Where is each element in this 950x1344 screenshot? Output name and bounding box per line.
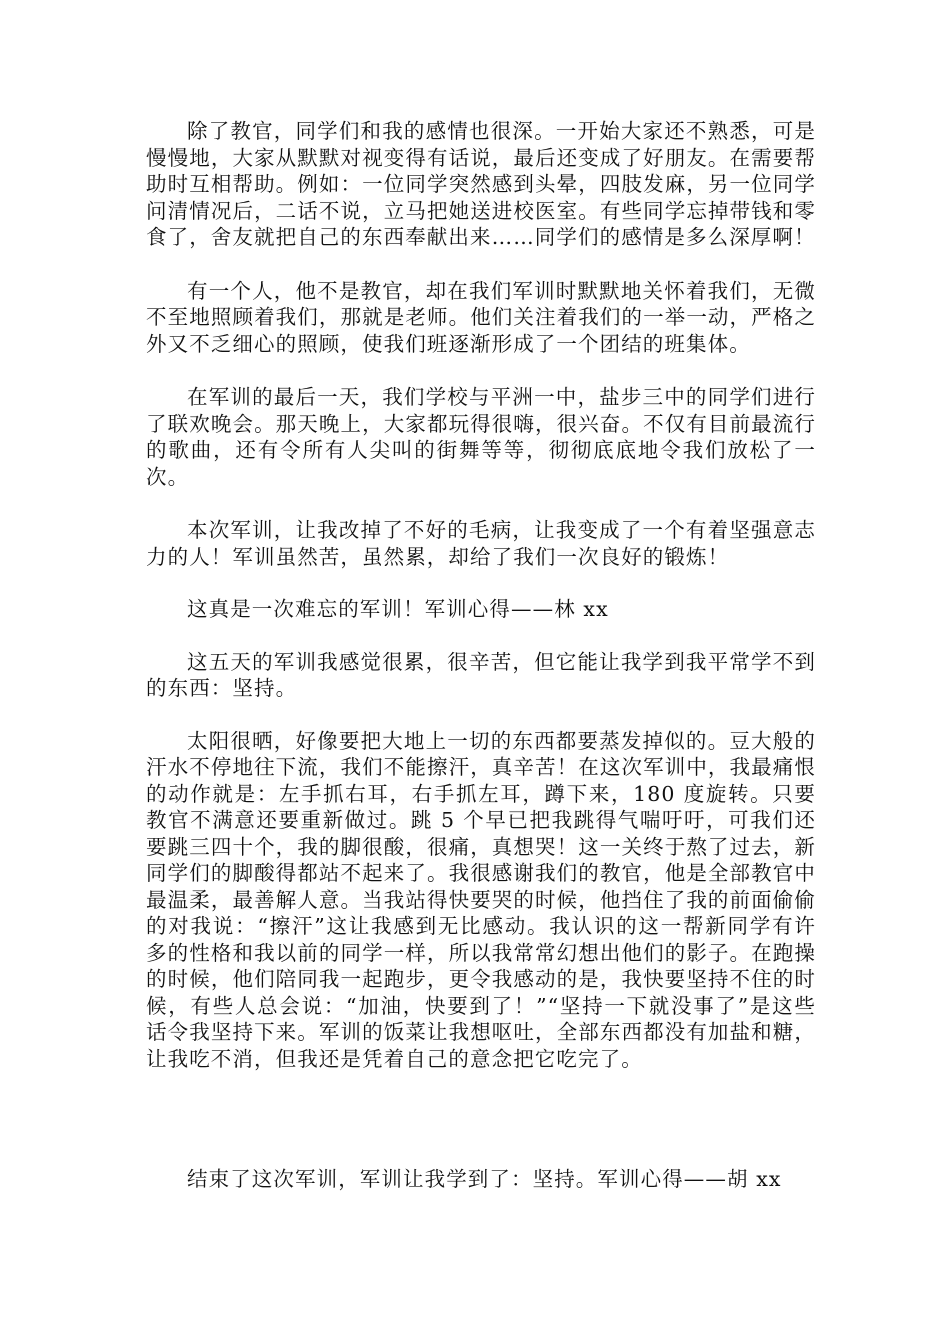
- document-body: [146, 118, 816, 1193]
- paragraph-signoff-lin: 这真是一次难忘的军训！军训心得——林 xx: [187, 597, 609, 621]
- paragraph-evening-party: 在军训的最后一天，我们学校与平洲一中，盐步三中的同学们进行了联欢晚会。那天晚上，大家都玩得很嗨，很兴奋。不仅有目前最流行的歌曲，还有令所有人尖叫的街舞等等，彻彻底底地令我们放松了一次。: [146, 385, 816, 489]
- paragraph-signoff-hu: 结束了这次军训，军训让我学到了：坚持。军训心得——胡 xx: [187, 1167, 782, 1191]
- paragraph-conclusion: 本次军训，让我改掉了不好的毛病，让我变成了一个有着坚强意志力的人！军训虽然苦，虽然累，却给了我们一次良好的锻炼！: [146, 518, 816, 569]
- paragraph-classmates-friendship: 除了教官，同学们和我的感情也很深。一开始大家还不熟悉，可是慢慢地，大家从默默对视变得有话说，最后还变成了好朋友。在需要帮助时互相帮助。例如：一位同学突然感到头晕，四肢发麻，另一位同学问清情况后，二话不说，立马把她送进校医室。有些同学忘掉带钱和零食了，舍友就把自己的东西奉献出来……同学们的感情是多么深厚啊！: [146, 119, 816, 249]
- paragraph-five-days: 这五天的军训我感觉很累，很辛苦，但它能让我学到我平常学不到的东西：坚持。: [146, 649, 816, 700]
- paragraph-teachers-care: 有一个人，他不是教官，却在我们军训时默默地关怀着我们，无微不至地照顾着我们，那就是老师。他们关注着我们的一举一动，严格之外又不乏细心的照顾，使我们班逐渐形成了一个团结的班集体。: [146, 278, 816, 356]
- paragraph-hard-training: 太阳很晒，好像要把大地上一切的东西都要蒸发掉似的。豆大般的汗水不停地往下流，我们不能擦汗，真辛苦！在这次军训中，我最痛恨的动作就是：左手抓右耳，右手抓左耳，蹲下来，180 度旋转。只要教官不满意还要重新做过。跳 5 个早已把我跳得气喘吁吁，可我们还要跳三四十个，我的脚很酸，很痛，真想哭！这一关终于熬了过去，新同学们的脚酸得都站不起来了。我很感谢我们的教官，他是全部教官中最温柔，最善解人意。当我站得快要哭的时候，他挡住了我的前面偷偷的对我说：“擦汗”这让我感到无比感动。我认识的这一帮新同学有许多的性格和我以前的同学一样，所以我常常幻想出他们的影子。在跑操的时候，他们陪同我一起跑步，更令我感动的是，我快要坚持不住的时候，有些人总会说：“加油，快要到了！”“坚持一下就没事了”是这些话令我坚持下来。军训的饭菜让我想呕吐，全部东西都没有加盐和糖，让我吃不消，但我还是凭着自己的意念把它吃完了。: [146, 728, 816, 1071]
